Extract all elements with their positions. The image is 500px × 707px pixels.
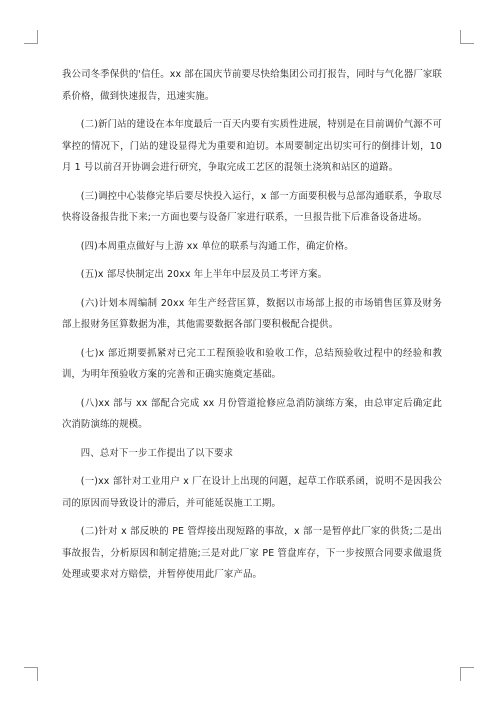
crop-mark-bottom-right <box>460 667 474 681</box>
paragraph-item-5: (五)x 部尽快制定出 20xx 年上半年中层及员工考评方案。 <box>80 269 328 280</box>
paragraph-item-8: (八)xx 部与 xx 部配合完成 xx 月份管道抢修应急消防演练方案，由总审定后确定此次消防演练的规模。 <box>62 397 442 430</box>
paragraph-item-3: (三)调控中心装修完毕后要尽快投入运行，x 部一方面要积极与总部沟通联系，争取尽快将设备报告批下来;一方面也要与设备厂家进行联系，一旦报告批下后准备设备进场。 <box>62 190 442 223</box>
document-body <box>62 64 442 593</box>
section-heading-4: 四、总对下一步工作提出了以下要求 <box>80 447 234 459</box>
requirement-item-1: (一)xx 部针对工业用户 x 厂在设计上出现的问题，起草工作联系函，说明不是因我公司的原因而导致设计的滞后，并可能延误施工工期。 <box>62 476 442 509</box>
paragraph-item-2: (二)新门站的建设在本年度最后一百天内要有实质性进展，特别是在目前调价气源不可掌控的情况下，门站的建设显得尤为重要和迫切。本周要制定出切实可行的倒排计划，10 月 1 号以前召开协调会进行研究，争取完成工艺区的混领土浇筑和站区的道路。 <box>62 119 442 173</box>
crop-mark-top-left <box>24 30 38 44</box>
requirement-item-2: (二)针对 x 部反映的 PE 管焊接出现短路的事故，x 部一是暂停此厂家的供货;二是出事故报告，分析原因和制定措施;三是对此厂家 PE 管盘库存，下一步按照合同要求做退货处理或要求对方赔偿，并暂停使用此厂家产品。 <box>62 526 442 580</box>
paragraph-continuation: 我公司冬季保供的'信任。xx 部在国庆节前要尽快给集团公司打报告，同时与气化器厂家联系价格，做到快速报告，迅速实施。 <box>62 69 442 102</box>
crop-mark-bottom-left <box>24 667 38 681</box>
paragraph-item-7: (七)x 部近期要抓紧对已完工工程预验收和验收工作，总结预验收过程中的经验和教训，为明年预验收方案的完善和正确实施奠定基础。 <box>62 347 442 380</box>
paragraph-item-4: (四)本周重点做好与上游 xx 单位的联系与沟通工作，确定价格。 <box>80 240 354 252</box>
paragraph-item-6: (六)计划本周编制 20xx 年生产经营匡算，数据以市场部上报的市场销售匡算及财务部上报财务匡算数据为准，其他需要数据各部门要积极配合提供。 <box>62 297 442 330</box>
crop-mark-top-right <box>460 30 474 44</box>
